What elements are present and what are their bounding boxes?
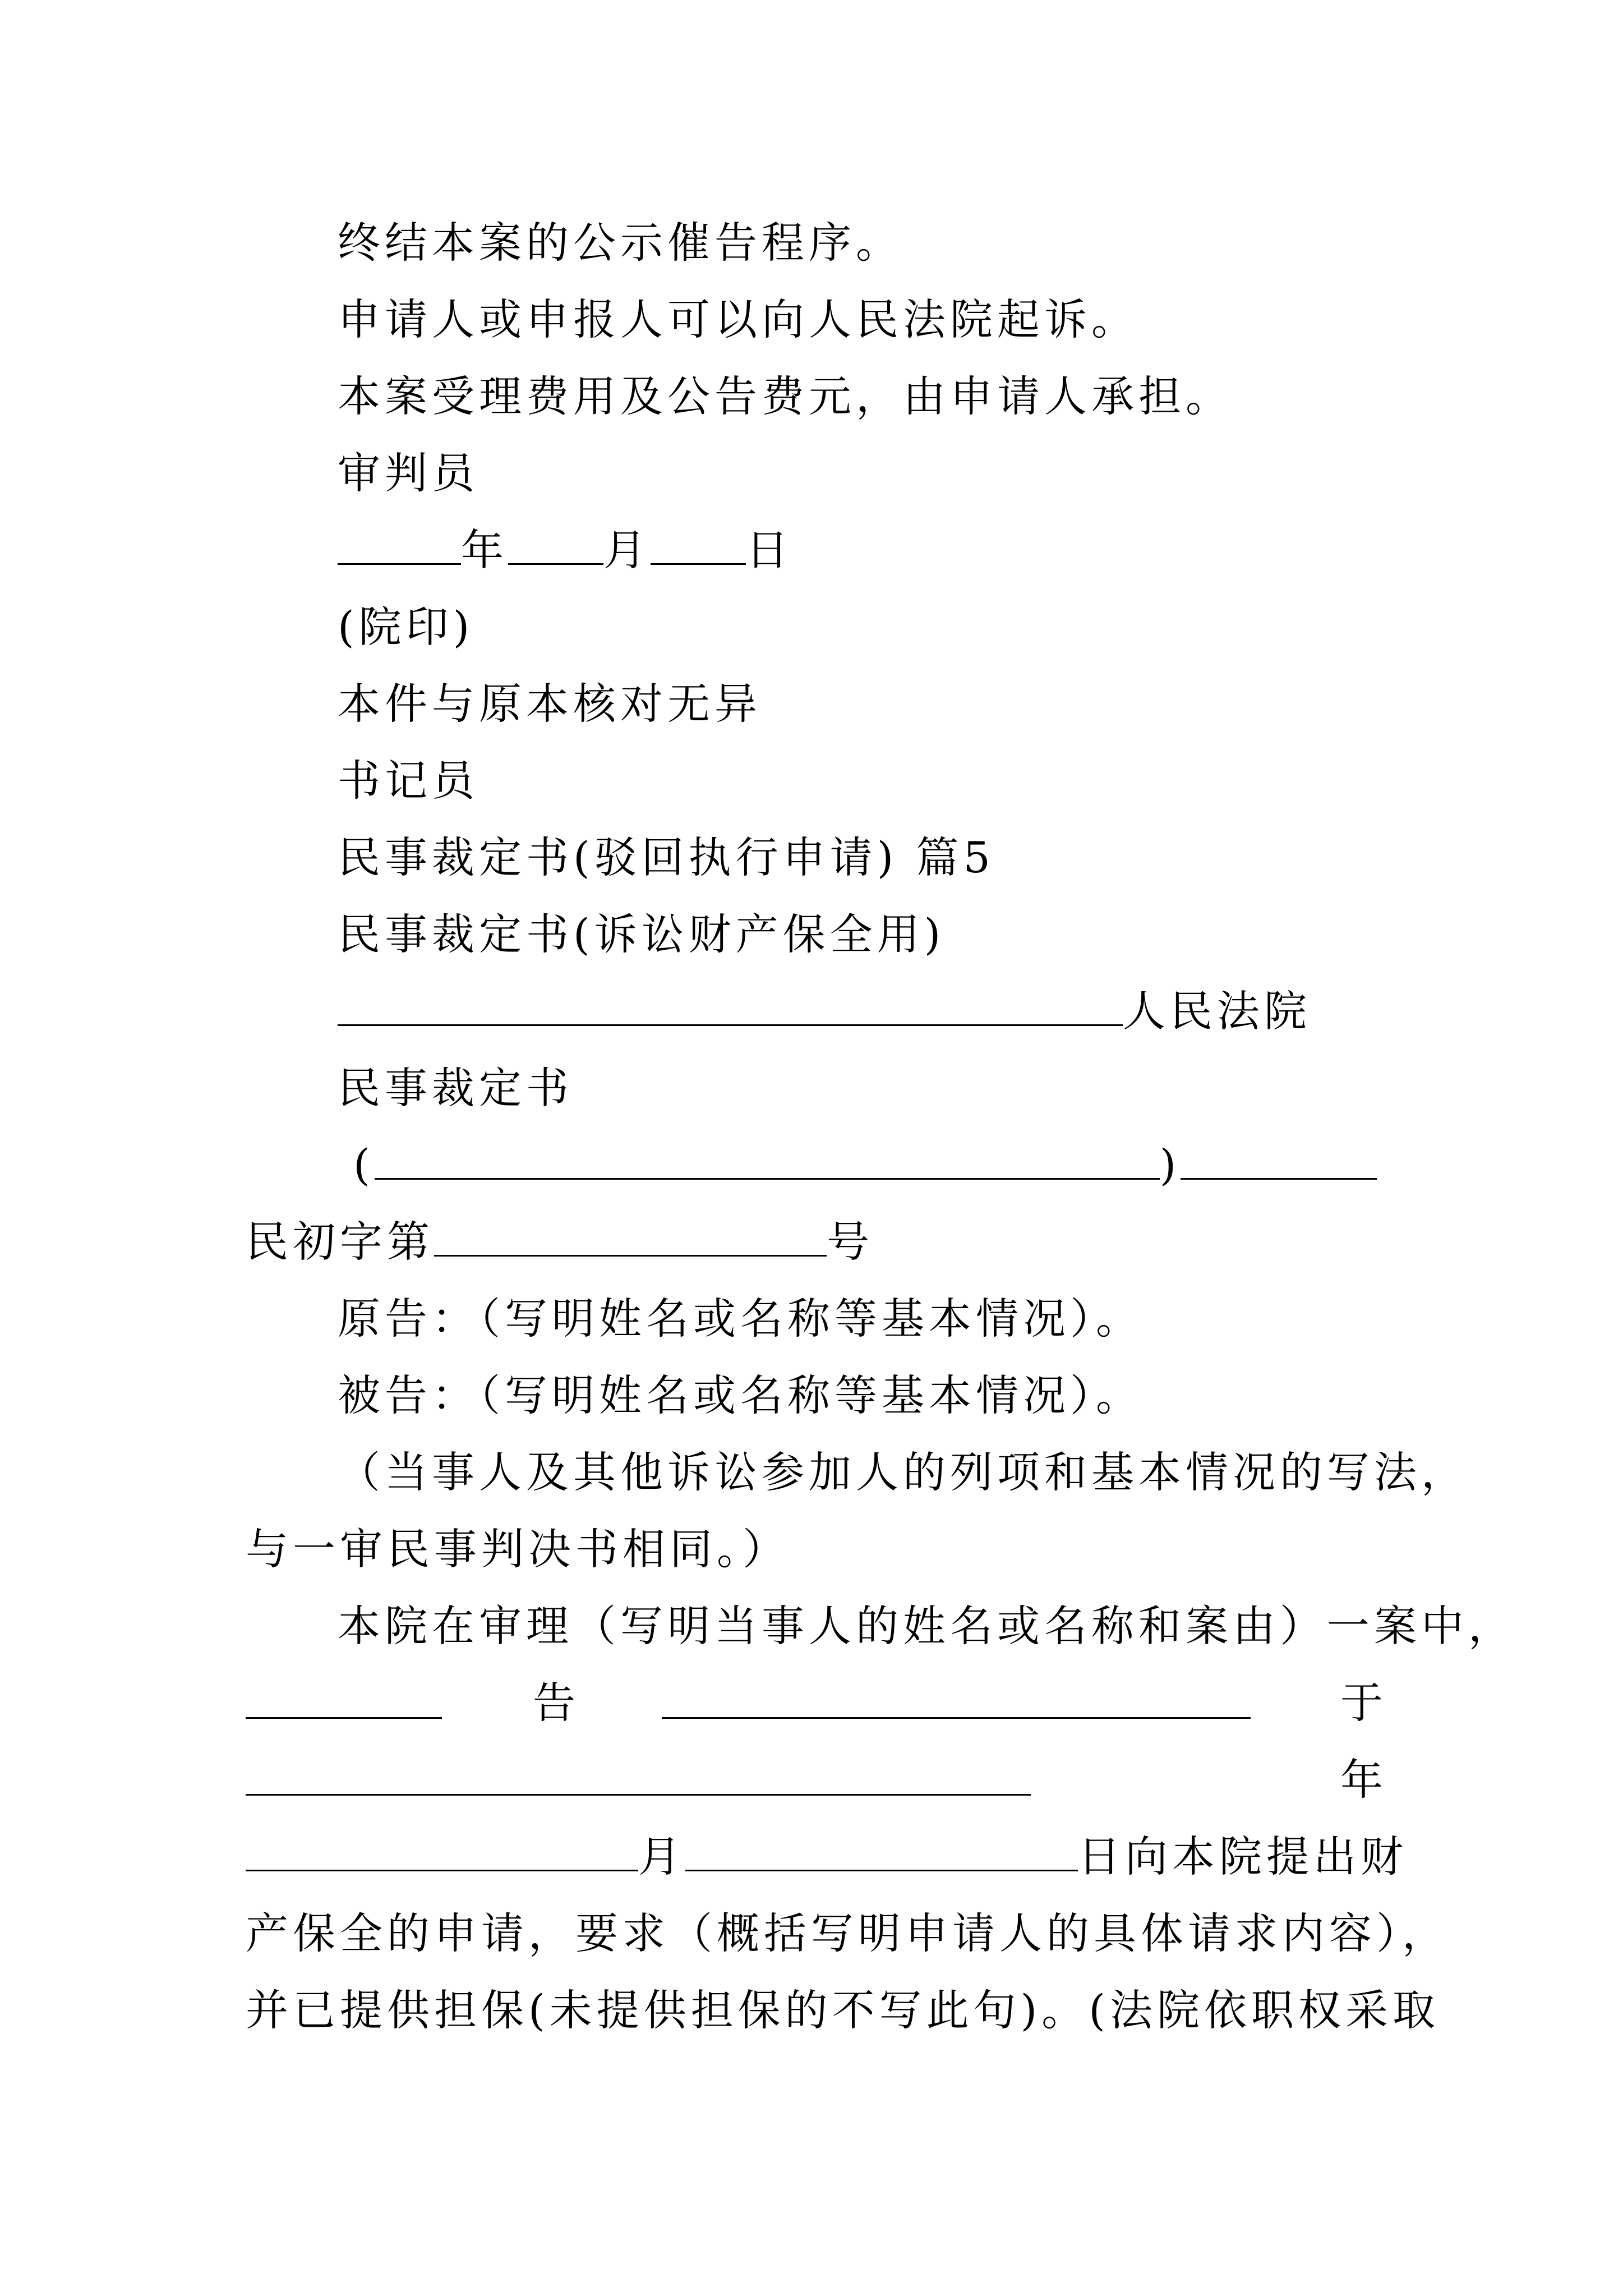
judge-label: 审判员	[338, 448, 479, 498]
text-line: 申请人或申报人可以向人民法院起诉。	[338, 295, 1138, 344]
day-label: 日	[746, 525, 793, 575]
text-line: 本件与原本核对无异	[338, 679, 762, 729]
text-line: （当事人及其他诉讼参加人的列项和基本情况的写法，	[338, 1447, 1468, 1497]
text-line: 产保全的申请，要求（概括写明申请人的具体请求内容），	[246, 1908, 1449, 1958]
text-line: 并已提供担保(未提供担保的不写此句)。(法院依职权采取	[246, 1985, 1440, 2035]
justified-line	[0, 1743, 1623, 1816]
date-line	[338, 514, 793, 587]
ruling-heading: 民事裁定书	[338, 1063, 573, 1113]
blank-field	[375, 1144, 1160, 1180]
document-title: 民事裁定书(诉讼财产保全用)	[338, 909, 946, 959]
text-line: 本院在审理（写明当事人的姓名或名称和案由）一案中，	[338, 1601, 1515, 1651]
clerk-label: 书记员	[338, 756, 479, 806]
case-number-line-2	[246, 1205, 874, 1278]
blank-field	[662, 1683, 1251, 1719]
blank-field	[651, 530, 746, 565]
court-name-line	[338, 975, 1311, 1048]
blank-field	[246, 1683, 442, 1719]
case-prefix: 民初字第	[246, 1217, 434, 1267]
defendant-line: 被告：（写明姓名或名称等基本情况）。	[338, 1370, 1143, 1420]
text-fragment: 日向本院提出财	[1078, 1832, 1408, 1881]
blank-field	[1181, 1144, 1377, 1180]
seal-note: (院印)	[338, 602, 474, 652]
case-number-line	[353, 1129, 1377, 1202]
blank-field	[246, 1836, 638, 1871]
text-line: 终结本案的公示催告程序。	[338, 218, 903, 268]
blank-field	[508, 530, 603, 565]
justified-line	[0, 1667, 1623, 1740]
text-line: 与一审民事判决书相同。）	[246, 1524, 790, 1574]
month-label: 月	[603, 525, 651, 575]
plaintiff-line: 原告：（写明姓名或名称等基本情况）。	[338, 1294, 1143, 1343]
year-label: 年	[461, 525, 508, 575]
blank-field	[246, 1760, 1031, 1796]
close-paren: )	[1159, 1140, 1181, 1190]
blank-field	[434, 1221, 827, 1257]
year-label: 年	[1340, 1755, 1383, 1805]
open-paren: (	[353, 1140, 375, 1190]
blank-field	[338, 991, 1123, 1026]
date-application-line	[246, 1820, 1408, 1893]
section-heading: 民事裁定书(驳回执行申请) 篇5	[338, 832, 995, 882]
blank-field	[685, 1836, 1078, 1871]
court-suffix: 人民法院	[1123, 986, 1311, 1036]
at-label: 于	[1340, 1678, 1383, 1728]
party-label: 告	[533, 1678, 575, 1728]
month-label: 月	[638, 1832, 685, 1881]
case-suffix: 号	[827, 1217, 874, 1267]
blank-field	[338, 530, 461, 565]
text-line: 本案受理费用及公告费元，由申请人承担。	[338, 371, 1233, 421]
